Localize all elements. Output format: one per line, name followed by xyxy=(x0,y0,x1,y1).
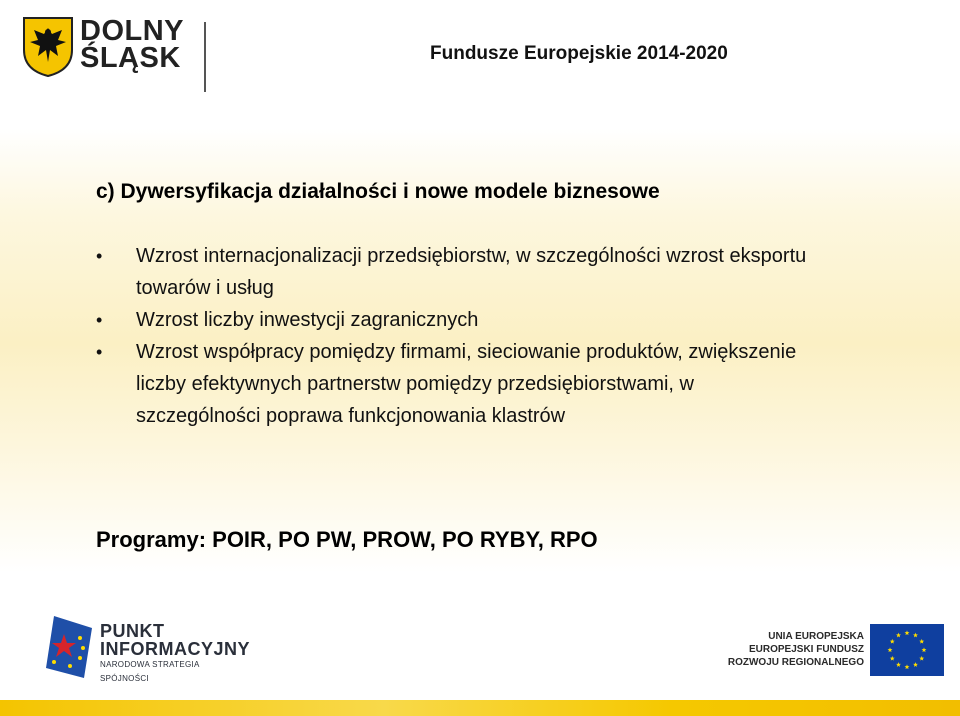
bullet-icon: • xyxy=(96,342,103,362)
pi-text xyxy=(100,622,250,686)
bullet-text: Wzrost internacjonalizacji przedsiębiorstw, w szczególności wzrost eksportu towarów i usług xyxy=(136,245,807,299)
list-item xyxy=(96,240,816,304)
list-item xyxy=(96,336,816,432)
pi-subtitle: NARODOWA STRATEGIA SPÓJNOŚCI xyxy=(100,660,200,683)
eu-logo xyxy=(727,616,952,688)
eagle-coat-of-arms-icon xyxy=(22,16,74,78)
dolny-slask-logo xyxy=(22,16,192,92)
list-item xyxy=(96,304,816,336)
logo-text xyxy=(80,15,192,74)
eu-flag-icon xyxy=(870,624,944,676)
bullet-text: Wzrost współpracy pomiędzy firmami, sieciowanie produktów, zwiększenie liczby efektywnych partnerstw pomiędzy przedsiębiorstwami, w szczególności poprawa funkcjonowania klastrów xyxy=(136,341,797,427)
eu-line-3: ROZWOJU REGIONALNEGO xyxy=(727,657,864,668)
eu-text xyxy=(728,630,864,669)
bullet-icon: • xyxy=(96,246,103,266)
header-divider xyxy=(204,22,206,92)
programs-line: Programy: POIR, PO PW, PROW, PO RYBY, RPO xyxy=(96,527,598,552)
pi-line-2: INFORMACYJNY xyxy=(100,639,251,659)
logo-line-1: DOLNY xyxy=(80,15,184,47)
eu-line-1: UNIA EUROPEJSKA xyxy=(768,631,864,642)
eu-line-2: EUROPEJSKI FUNDUSZ xyxy=(748,644,864,655)
star-flag-icon xyxy=(40,612,96,682)
bullet-list xyxy=(96,240,816,432)
header-title: Fundusze Europejskie 2014-2020 xyxy=(430,43,728,64)
bullet-icon: • xyxy=(96,310,103,330)
logo-line-2: ŚLĄSK xyxy=(80,42,181,74)
bullet-text: Wzrost liczby inwestycji zagranicznych xyxy=(136,309,479,331)
header xyxy=(0,0,960,118)
section-title: c) Dywersyfikacja działalności i nowe modele biznesowe xyxy=(96,180,660,203)
bottom-accent-strip xyxy=(0,700,960,716)
pi-line-1: PUNKT xyxy=(100,621,165,641)
punkt-informacyjny-logo xyxy=(40,612,250,692)
